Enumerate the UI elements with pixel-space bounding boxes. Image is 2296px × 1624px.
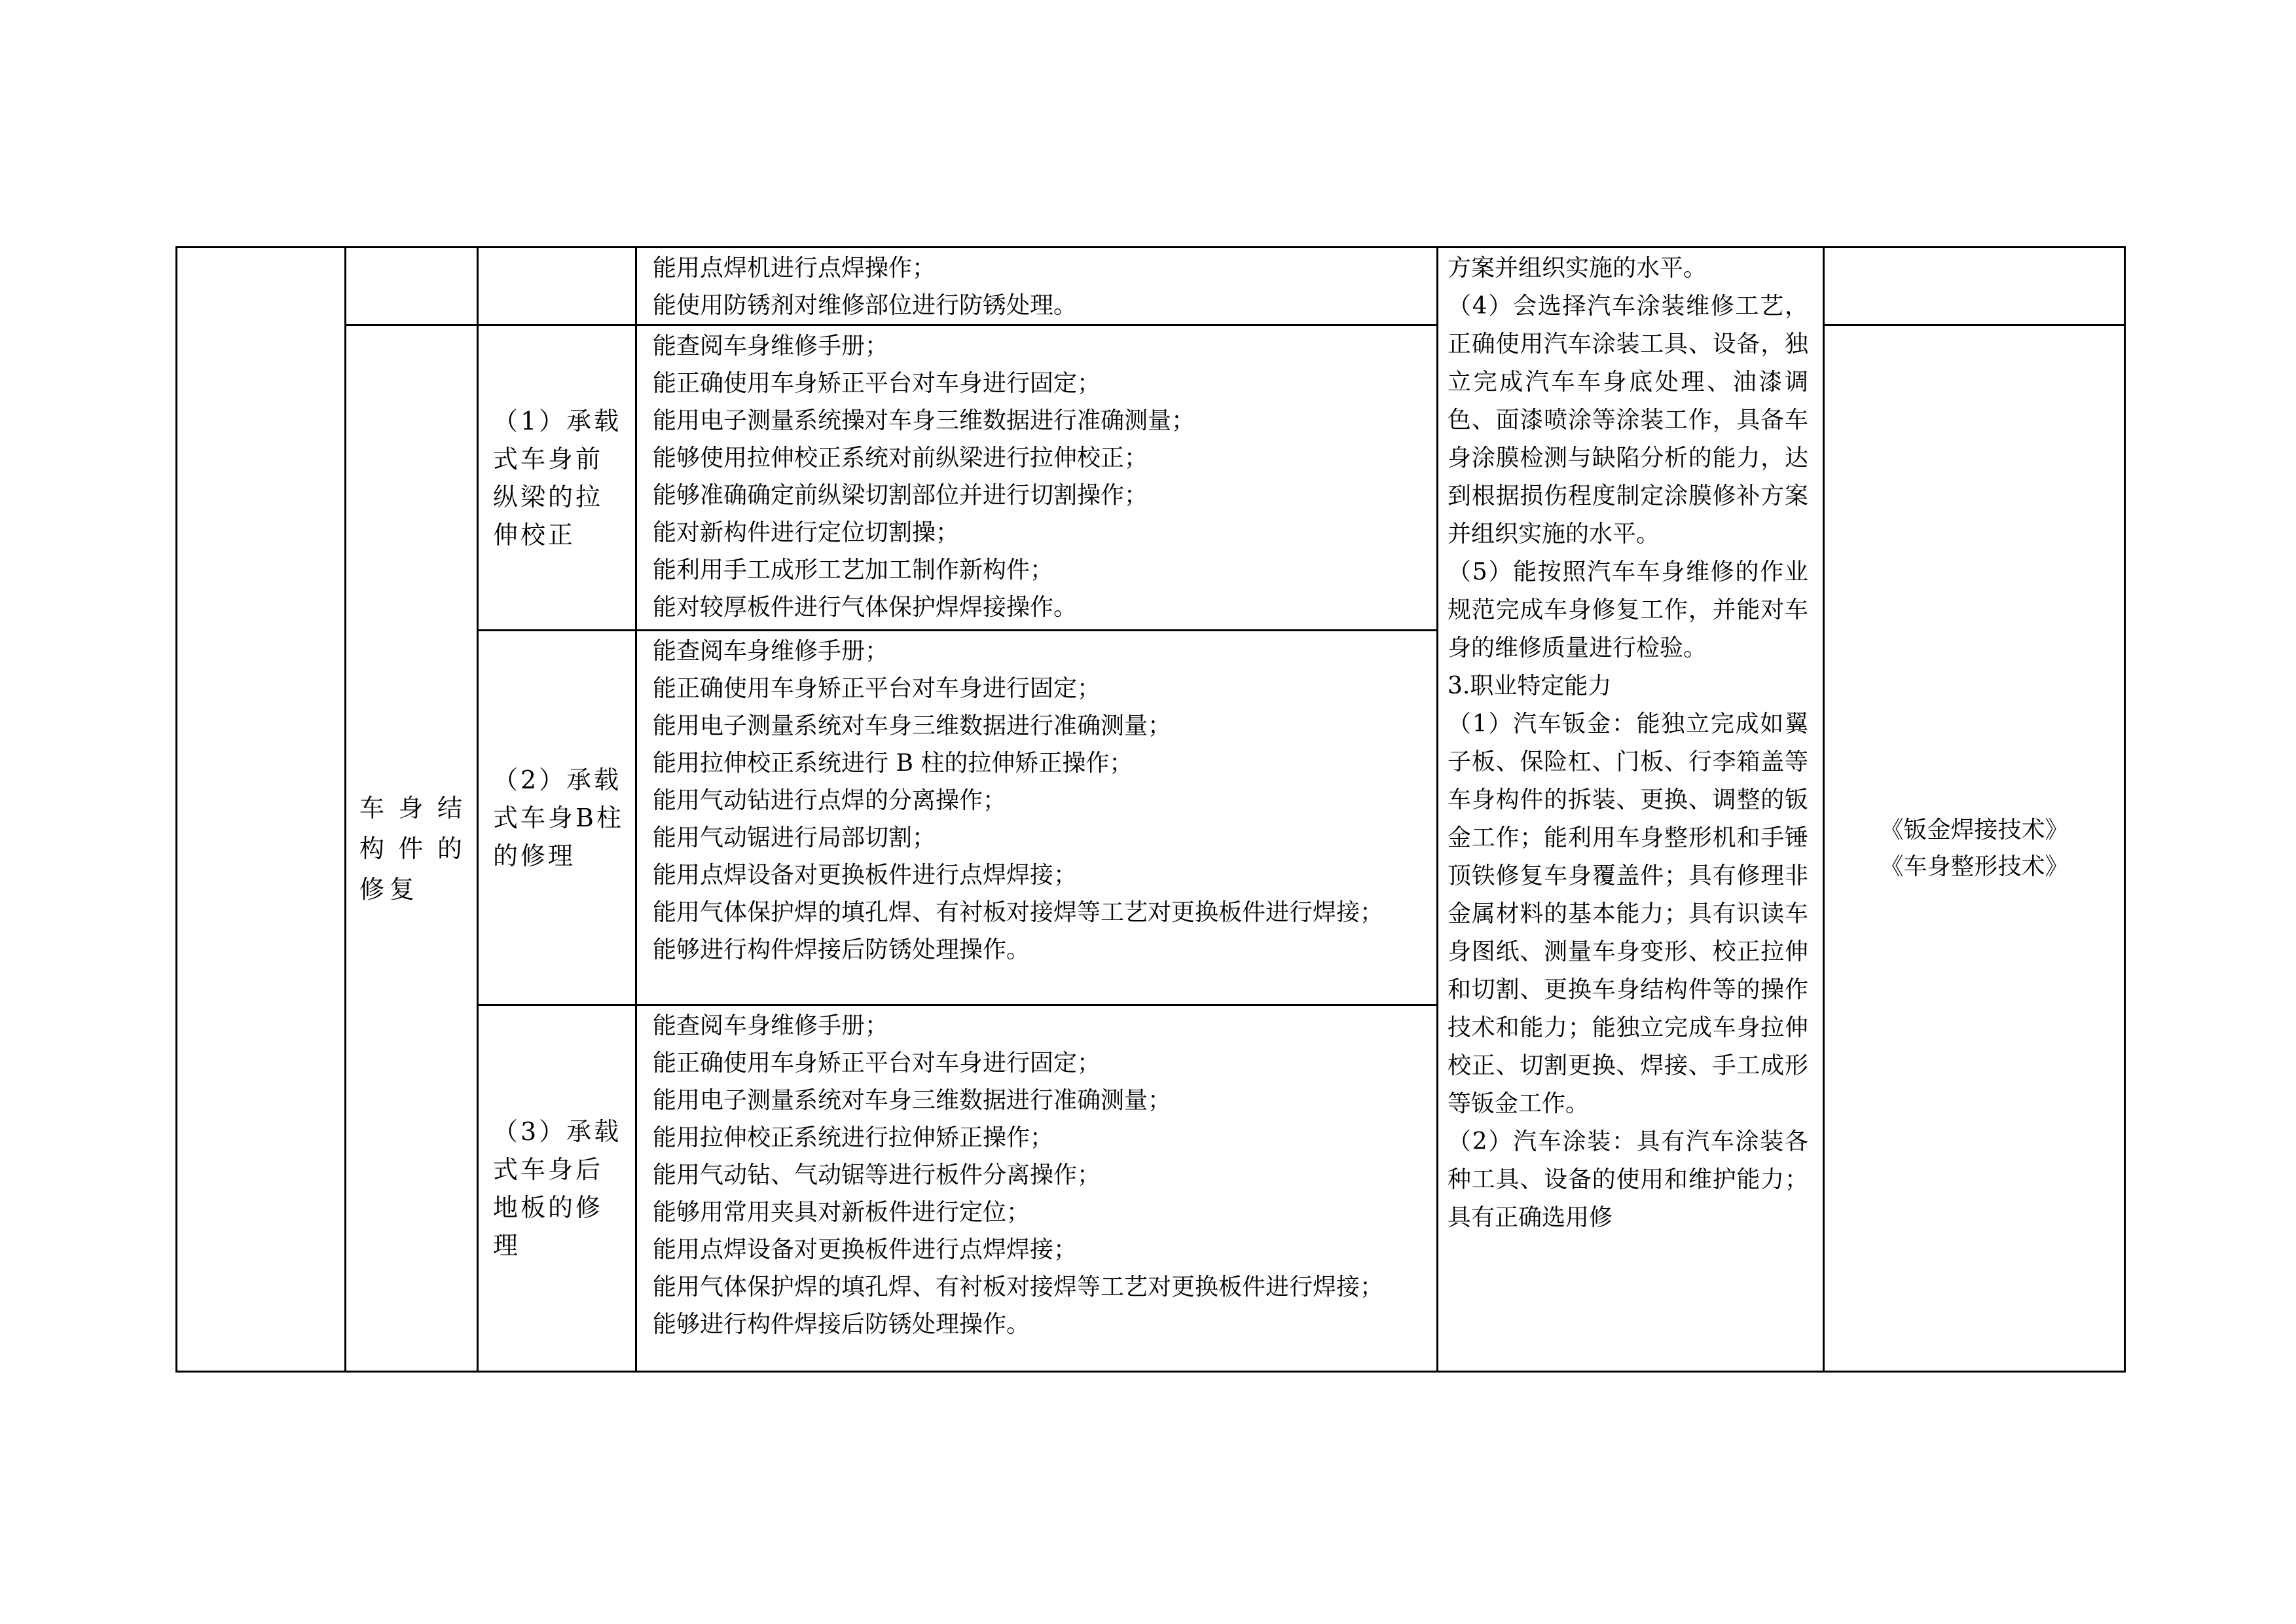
content-line: 能对新构件进行定位切割操； (653, 519, 960, 546)
task-title: （2）承载式车身B柱的修理 (493, 765, 624, 870)
content-line: 能用点焊设备对更换板件进行点焊焊接； (653, 1236, 1078, 1263)
books-cell-top-empty (1824, 248, 2125, 325)
book-list (1825, 812, 2124, 885)
content-line: 能利用手工成形工艺加工制作新构件； (653, 557, 1054, 583)
task-title-cell-3 (478, 1005, 636, 1372)
content-line: 能够准确确定前纵梁切割部位并进行切割操作； (653, 482, 1148, 509)
content-line: 能正确使用车身矫正平台对车身进行固定； (653, 675, 1101, 702)
content-line: 能用拉伸校正系统进行 B 柱的拉伸矫正操作； (653, 750, 1133, 777)
category-cell-empty (177, 248, 346, 1372)
task-cell-top-empty (478, 248, 636, 325)
content-line: 能查阅车身维修手册； (653, 1012, 889, 1039)
ability-paragraph: （4）会选择汽车涂装维修工艺，正确使用汽车涂装工具、设备，独立完成汽车车身底处理、油漆调色、面漆喷涂等涂装工作，具备车身涂膜检测与缺陷分析的能力，达到根据损伤程度制定涂膜修补方案并组织实施的水平。 (1448, 293, 1808, 547)
ability-paragraph: 3.职业特定能力 (1448, 673, 1612, 699)
content-line: 能正确使用车身矫正平台对车身进行固定； (653, 370, 1101, 397)
content-line: 能够使用拉伸校正系统对前纵梁进行拉伸校正； (653, 445, 1148, 471)
content-line: 能用气动钻进行点焊的分离操作； (653, 787, 1007, 814)
content-line: 能用气体保护焊的填孔焊、有衬板对接焊等工艺对更换板件进行焊接； (653, 899, 1384, 926)
content-line: 能查阅车身维修手册； (653, 333, 889, 360)
ability-paragraph: （2）汽车涂装：具有汽车涂装各种工具、设备的使用和维护能力；具有正确选用修 (1448, 1128, 1808, 1231)
book-title: 《钣金焊接技术》 (1880, 816, 2069, 843)
task-content-lines (637, 1006, 1436, 1343)
task-content-cell-3 (636, 1005, 1438, 1372)
task-title-cell-1 (478, 325, 636, 631)
ability-paragraph: 方案并组织实施的水平。 (1448, 255, 1707, 282)
content-line: 能用点焊机进行点焊操作； (653, 255, 936, 282)
task-content-lines (637, 326, 1436, 626)
content-line: 能够进行构件焊接后防锈处理操作。 (653, 1311, 1030, 1338)
content-line: 能用点焊设备对更换板件进行点焊焊接； (653, 862, 1078, 889)
task-content-lines (637, 631, 1436, 969)
content-line: 能用电子测量系统对车身三维数据进行准确测量； (653, 1087, 1172, 1114)
books-cell (1824, 325, 2125, 1372)
curriculum-table (175, 246, 2126, 1373)
content-line: 能对较厚板件进行气体保护焊焊接操作。 (653, 594, 1078, 621)
content-line: 能够进行构件焊接后防锈处理操作。 (653, 936, 1030, 963)
top-content-cell (636, 248, 1438, 325)
ability-text (1438, 248, 1823, 1237)
task-title-cell-2 (478, 631, 636, 1005)
task-title: （1）承载式车身前纵梁的拉伸校正 (493, 406, 622, 549)
content-line: 能用气体保护焊的填孔焊、有衬板对接焊等工艺对更换板件进行焊接； (653, 1274, 1384, 1301)
content-line: 能用气动锯进行局部切割； (653, 824, 936, 851)
book-title: 《车身整形技术》 (1880, 853, 2069, 880)
task-content-cell-2 (636, 631, 1438, 1005)
content-line: 能用电子测量系统操对车身三维数据进行准确测量； (653, 407, 1195, 434)
top-content-lines (637, 248, 1436, 324)
ability-paragraph: （5）能按照汽车车身维修的作业规范完成车身修复工作，并能对车身的维修质量进行检验。 (1448, 559, 1808, 661)
module-title: 车身结构件的修复 (359, 793, 467, 904)
module-title-cell (346, 325, 478, 1372)
ability-paragraph: （1）汽车钣金：能独立完成如翼子板、保险杠、门板、行李箱盖等车身构件的拆装、更换、调整的钣金工作；能利用车身整形机和手锤顶铁修复车身覆盖件；具有修理非金属材料的基本能力；具有识读车身图纸、测量车身变形、校正拉伸和切割、更换车身结构件等的操作技术和能力；能独立完成车身拉伸校正、切割更换、焊接、手工成形等钣金工作。 (1448, 710, 1808, 1117)
ability-cell (1438, 248, 1824, 1372)
content-line: 能用气动钻、气动锯等进行板件分离操作； (653, 1162, 1101, 1189)
content-line: 能正确使用车身矫正平台对车身进行固定； (653, 1050, 1101, 1077)
task-title: （3）承载式车身后地板的修理 (493, 1116, 622, 1260)
content-line: 能使用防锈剂对维修部位进行防锈处理。 (653, 292, 1078, 319)
task-content-cell-1 (636, 325, 1438, 631)
content-line: 能查阅车身维修手册； (653, 638, 889, 665)
content-line: 能用拉伸校正系统进行拉伸矫正操作； (653, 1124, 1054, 1151)
content-line: 能用电子测量系统对车身三维数据进行准确测量； (653, 712, 1172, 739)
content-line: 能够用常用夹具对新板件进行定位； (653, 1199, 1030, 1226)
module-cell-top-empty (346, 248, 478, 325)
